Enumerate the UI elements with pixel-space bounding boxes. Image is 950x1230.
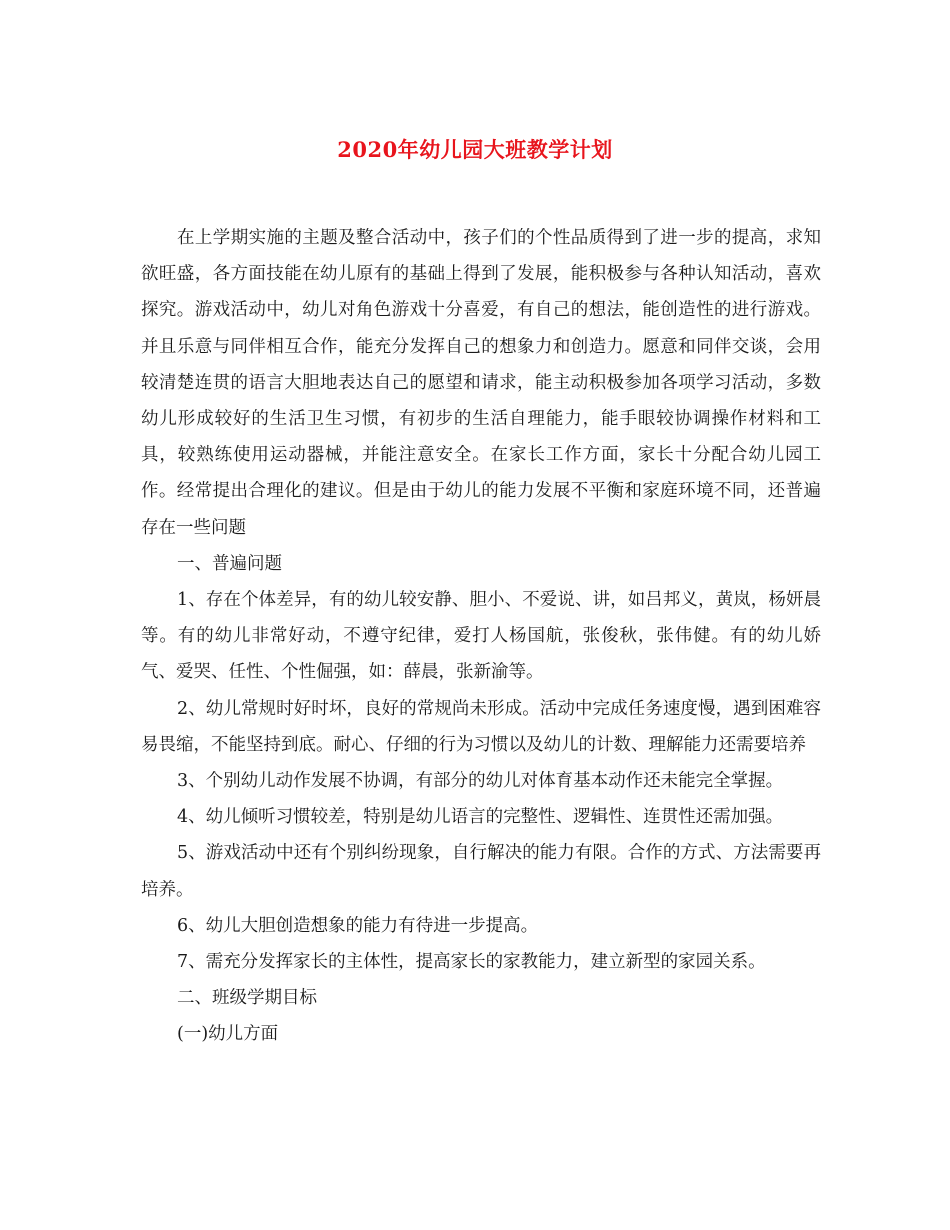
section-heading-class-goals: 二、班级学期目标 [177, 988, 317, 1009]
document-title: 2020年幼儿园大班教学计划 [337, 137, 613, 162]
list-item-problem-2: 2、幼儿常规时好时坏，良好的常规尚未形成。活动中完成任务速度慢，遇到困难容易畏缩，不能坚持到底。耐心、仔细的行为习惯以及幼儿的计数、理解能力还需要培养 [141, 698, 821, 755]
list-item-problem-7: 7、需充分发挥家长的主体性，提高家长的家教能力，建立新型的家园关系。 [177, 952, 766, 973]
list-item-problem-5: 5、游戏活动中还有个别纠纷现象，自行解决的能力有限。合作的方式、方法需要再培养。 [141, 843, 821, 900]
list-item-problem-3: 3、个别幼儿动作发展不协调，有部分的幼儿对体育基本动作还未能完全掌握。 [177, 771, 784, 792]
list-item-problem-1: 1、存在个体差异，有的幼儿较安静、胆小、不爱说、讲，如吕邦义，黄岚，杨妍晨等。有的幼儿非常好动，不遵守纪律，爱打人杨国航，张俊秋，张伟健。有的幼儿娇气、爱哭、任性、个性倔强，如：薛晨，张新渝等。 [141, 590, 821, 683]
section-heading-common-problems: 一、普遍问题 [177, 553, 282, 574]
list-item-problem-6: 6、幼儿大胆创造想象的能力有待进一步提高。 [177, 915, 539, 936]
document-body [141, 220, 821, 1053]
list-item-problem-4: 4、幼儿倾听习惯较差，特别是幼儿语言的完整性、逻辑性、连贯性还需加强。 [177, 807, 784, 828]
paragraph-intro: 在上学期实施的主题及整合活动中，孩子们的个性品质得到了进一步的提高，求知欲旺盛，各方面技能在幼儿原有的基础上得到了发展，能积极参与各种认知活动，喜欢探究。游戏活动中，幼儿对角色游戏十分喜爱，有自己的想法，能创造性的进行游戏。并且乐意与同伴相互合作，能充分发挥自己的想象力和创造力。愿意和同伴交谈，会用较清楚连贯的语言大胆地表达自己的愿望和请求，能主动积极参加各项学习活动，多数幼儿形成较好的生活卫生习惯，有初步的生活自理能力，能手眼较协调操作材料和工具，较熟练使用运动器械，并能注意安全。在家长工作方面，家长十分配合幼儿园工作。经常提出合理化的建议。但是由于幼儿的能力发展不平衡和家庭环境不同，还普遍存在一些问题 [141, 228, 821, 538]
subsection-heading-children: (一)幼儿方面 [177, 1024, 279, 1045]
